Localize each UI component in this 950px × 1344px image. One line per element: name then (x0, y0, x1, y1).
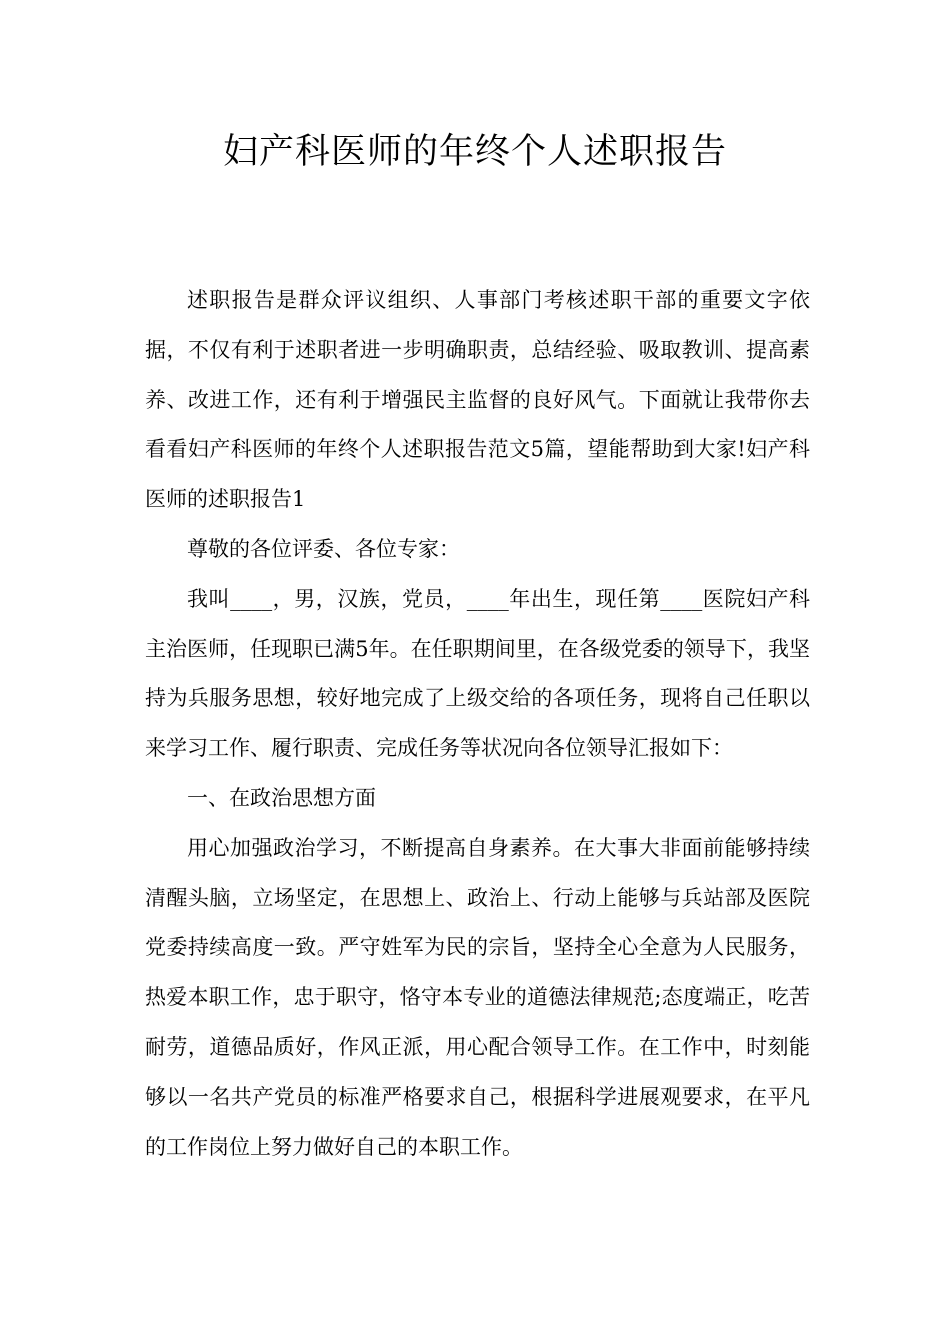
section-heading-political: 一、在政治思想方面 (187, 785, 376, 810)
paragraph-self-introduction: 我叫____，男，汉族，党员，____年出生，现任第____医院妇产科主治医师，任现职已满5年。在任职期间里，在各级党委的领导下，我坚持为兵服务思想，较好地完成了上级交给的各项任务，现将自己任职以来学习工作、履行职责、完成任务等状况向各位领导汇报如下： (145, 586, 810, 761)
paragraph-salutation: 尊敬的各位评委、各位专家： (187, 536, 460, 561)
document-title: 妇产科医师的年终个人述职报告 (222, 132, 727, 172)
paragraph-political: 用心加强政治学习，不断提高自身素养。在大事大非面前能够持续清醒头脑，立场坚定，在思想上、政治上、行动上能够与兵站部及医院党委持续高度一致。严守姓军为民的宗旨，坚持全心全意为人民服务，热爱本职工作，忠于职守，恪守本专业的道德法律规范;态度端正，吃苦耐劳，道德品质好，作风正派，用心配合领导工作。在工作中，时刻能够以一名共产党员的标准严格要求自己，根据科学进展观要求，在平凡的工作岗位上努力做好自己的本职工作。 (145, 835, 810, 1159)
paragraph-intro: 述职报告是群众评议组织、人事部门考核述职干部的重要文字依据，不仅有利于述职者进一步明确职责，总结经验、吸取教训、提高素养、改进工作，还有利于增强民主监督的良好风气。下面就让我带你去看看妇产科医师的年终个人述职报告范文5篇，望能帮助到大家!妇产科医师的述职报告1 (145, 288, 810, 512)
document-body (145, 276, 810, 1172)
